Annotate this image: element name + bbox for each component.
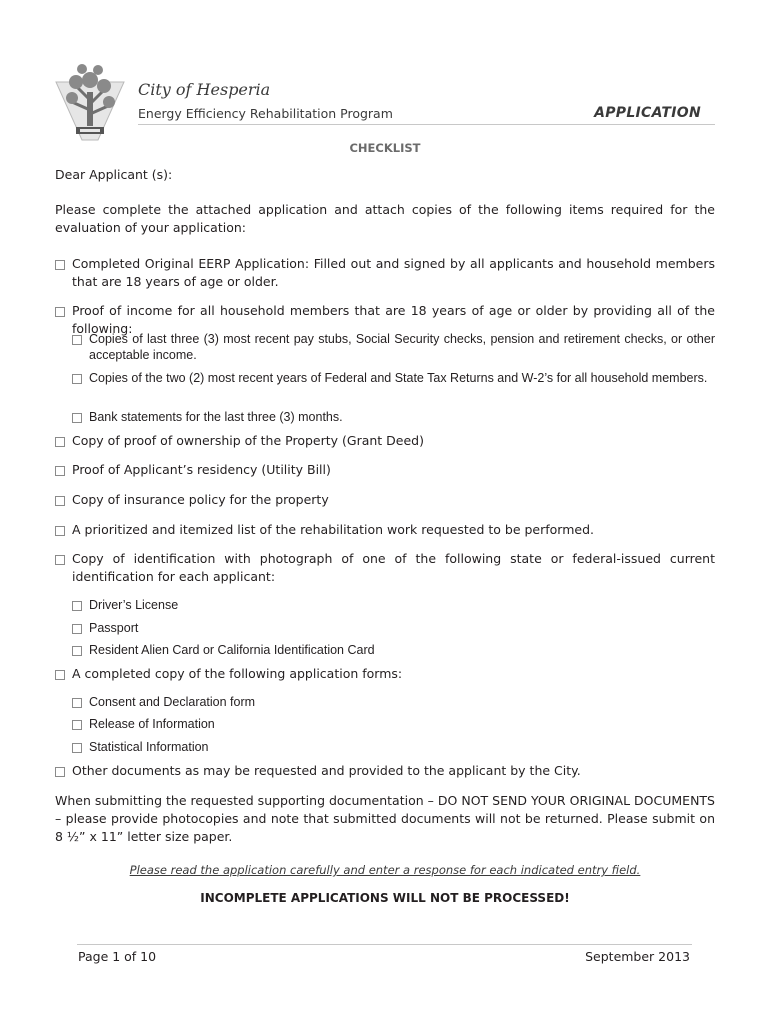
document-date: September 2013 bbox=[585, 949, 690, 964]
checkbox-icon bbox=[55, 670, 65, 680]
checklist-item-ownership: Copy of proof of ownership of the Property (Grant Deed) bbox=[55, 432, 715, 450]
checklist-item-proof-of-income: Proof of income for all household members that are 18 years of age or older by providing all of the following: bbox=[55, 302, 715, 338]
checkbox-icon bbox=[72, 624, 82, 634]
checkbox-icon bbox=[72, 646, 82, 656]
income-subitem-tax-returns: Copies of the two (2) most recent years of Federal and State Tax Returns and W-2’s for all household members. bbox=[72, 370, 715, 386]
checkbox-icon bbox=[72, 720, 82, 730]
checkbox-icon bbox=[55, 437, 65, 447]
checkbox-icon bbox=[72, 335, 82, 345]
header-divider bbox=[138, 124, 715, 125]
checklist-item-residency: Proof of Applicant’s residency (Utility Bill) bbox=[55, 461, 715, 479]
checkbox-icon bbox=[55, 496, 65, 506]
checklist-item-other-documents: Other documents as may be requested and provided to the applicant by the City. bbox=[55, 762, 715, 780]
city-seal-logo bbox=[54, 60, 126, 142]
checkbox-icon bbox=[55, 555, 65, 565]
checkbox-icon bbox=[72, 374, 82, 384]
incomplete-warning: INCOMPLETE APPLICATIONS WILL NOT BE PROCESSED! bbox=[200, 891, 570, 905]
intro-paragraph: Please complete the attached application and attach copies of the following items required for the evaluation of your application: bbox=[55, 202, 715, 235]
id-subitem-passport: Passport bbox=[72, 620, 715, 636]
checklist-item-eerp-application: Completed Original EERP Application: Filled out and signed by all applicants and household members that are 18 years of age or older. bbox=[55, 255, 715, 291]
checkbox-icon bbox=[55, 526, 65, 536]
footer-divider bbox=[77, 944, 692, 945]
checklist-item-insurance: Copy of insurance policy for the property bbox=[55, 491, 715, 509]
checkbox-icon bbox=[55, 307, 65, 317]
forms-subitem-consent: Consent and Declaration form bbox=[72, 694, 715, 710]
submission-note: When submitting the requested supporting documentation – DO NOT SEND YOUR ORIGINAL DOCUMENTS – please provide photocopies and note that submitted documents will not be returned. Please submit on 8 ½” x 11” letter size paper. bbox=[55, 793, 715, 844]
checkbox-icon bbox=[72, 698, 82, 708]
id-subitem-drivers-license: Driver’s License bbox=[72, 597, 715, 613]
city-name: City of Hesperia bbox=[138, 80, 271, 99]
joshua-tree-seal-icon bbox=[54, 60, 126, 142]
page-number: Page 1 of 10 bbox=[78, 949, 157, 964]
read-carefully-note: Please read the application carefully and enter a response for each indicated entry field. bbox=[129, 863, 641, 877]
income-subitem-bank-statements: Bank statements for the last three (3) months. bbox=[72, 409, 715, 425]
forms-subitem-statistical: Statistical Information bbox=[72, 739, 715, 755]
salutation: Dear Applicant (s): bbox=[55, 167, 173, 182]
checkbox-icon bbox=[55, 767, 65, 777]
checklist-heading: CHECKLIST bbox=[349, 141, 421, 155]
checklist-item-rehab-list: A prioritized and itemized list of the rehabilitation work requested to be performed. bbox=[55, 521, 715, 539]
document-type-title: APPLICATION bbox=[594, 105, 701, 121]
checkbox-icon bbox=[55, 260, 65, 270]
checkbox-icon bbox=[72, 743, 82, 753]
id-subitem-resident-alien-card: Resident Alien Card or California Identification Card bbox=[72, 642, 715, 658]
income-subitem-pay-stubs: Copies of last three (3) most recent pay stubs, Social Security checks, pension and retirement checks, or other acceptable income. bbox=[72, 331, 715, 363]
checklist-item-application-forms: A completed copy of the following application forms: bbox=[55, 665, 715, 683]
checkbox-icon bbox=[72, 413, 82, 423]
checkbox-icon bbox=[55, 466, 65, 476]
program-name: Energy Efficiency Rehabilitation Program bbox=[138, 106, 393, 121]
checklist-item-identification: Copy of identification with photograph of one of the following state or federal-issued current identification for each applicant: bbox=[55, 550, 715, 586]
checkbox-icon bbox=[72, 601, 82, 611]
forms-subitem-release: Release of Information bbox=[72, 716, 715, 732]
